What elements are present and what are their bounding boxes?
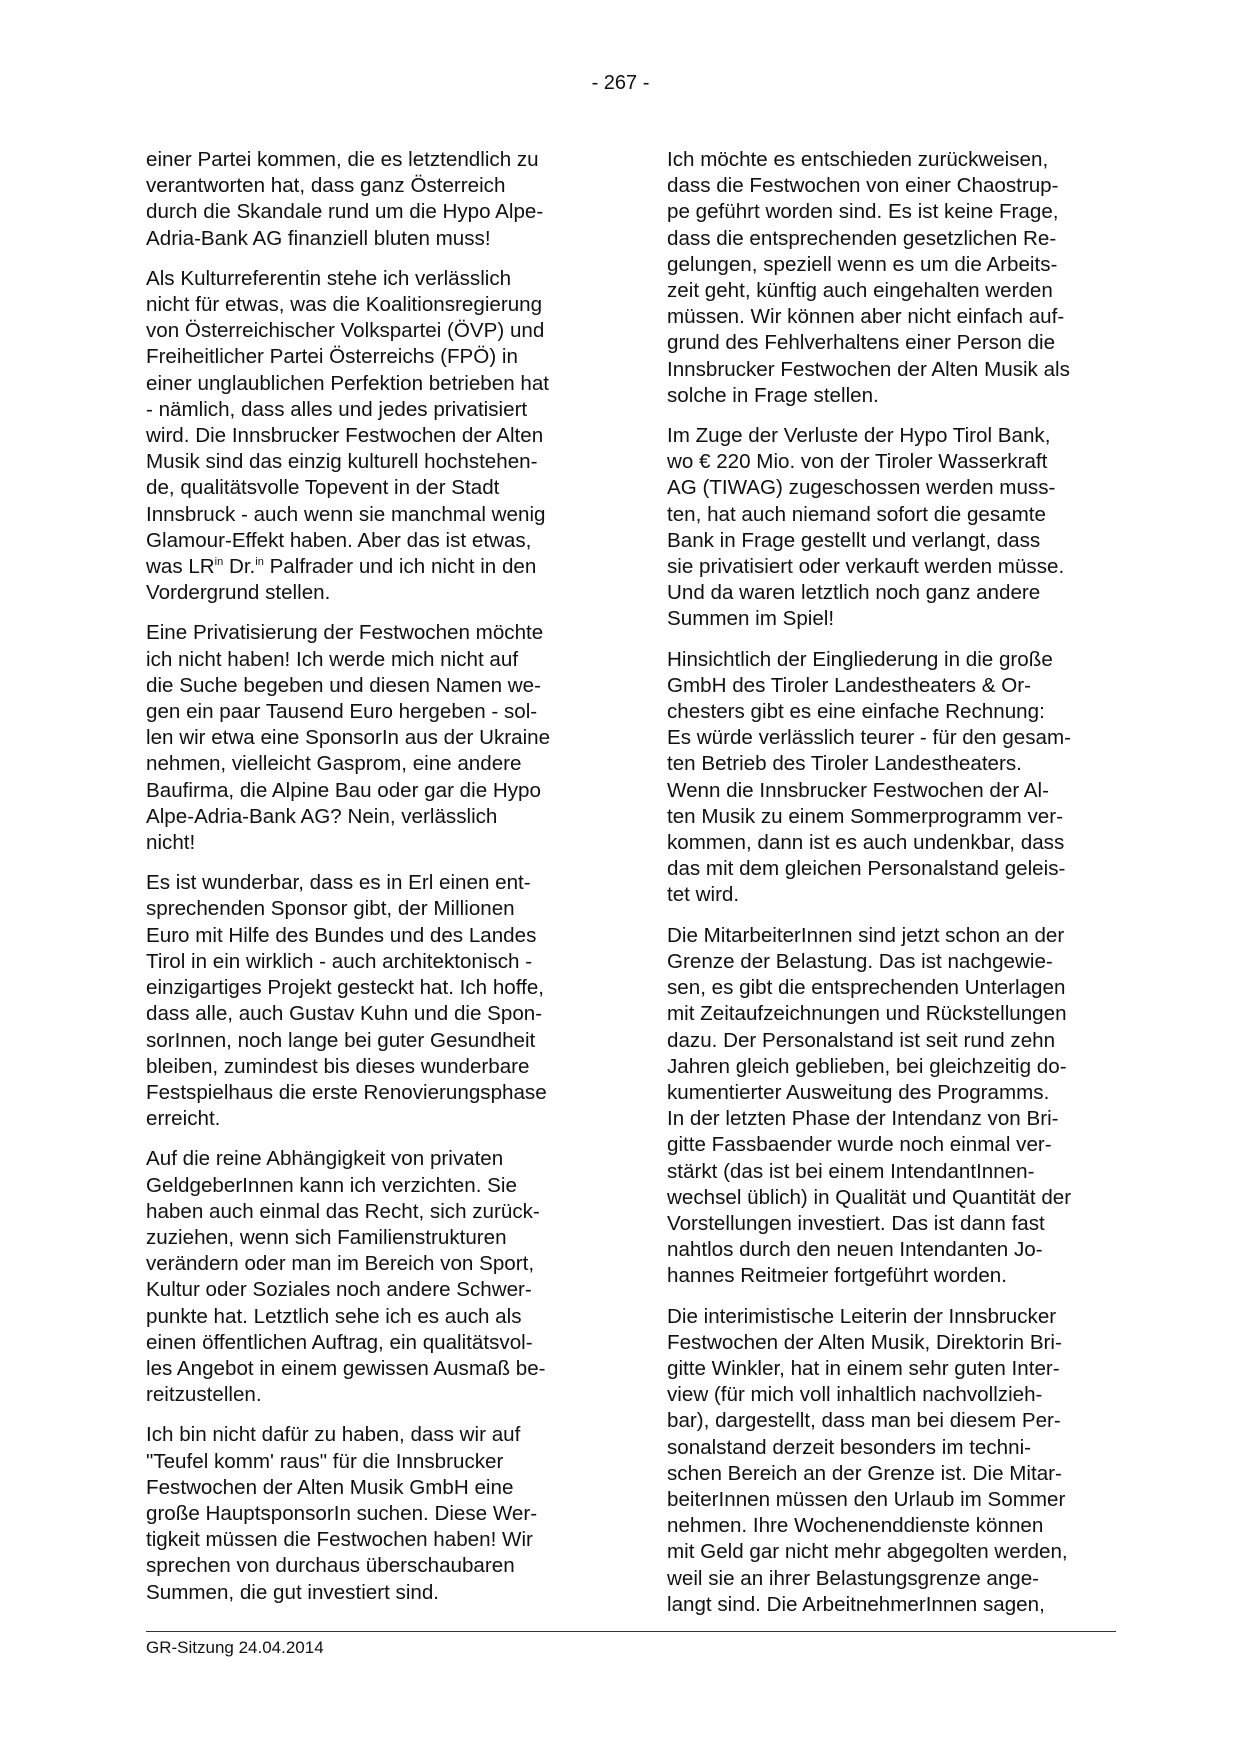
text-line: Baufirma, die Alpine Bau oder gar die Hypo: [146, 778, 541, 802]
text-line: erreicht.: [146, 1107, 221, 1131]
text-line: Und da waren letztlich noch ganz andere: [667, 581, 1041, 605]
text-fragment: was LR: [146, 555, 215, 579]
text-line: Als Kulturreferentin stehe ich verlässlich: [146, 266, 512, 290]
text-line: gitte Winkler, hat in einem sehr guten Inter-: [667, 1356, 1060, 1380]
text-line: [146, 554, 594, 580]
text-line: Festwochen der Alten Musik GmbH eine: [146, 1475, 514, 1499]
text-line: kumentierter Ausweitung des Programms.: [667, 1080, 1050, 1104]
text-line: tigkeit müssen die Festwochen haben! Wir: [146, 1528, 533, 1552]
text-line: zeit geht, künftig auch eingehalten werden: [667, 279, 1053, 303]
paragraph: [146, 1422, 594, 1605]
text-line: sprechenden Sponsor gibt, der Millionen: [146, 897, 515, 921]
text-line: Summen im Spiel!: [667, 607, 835, 631]
text-line: Kultur oder Soziales noch andere Schwer-: [146, 1278, 532, 1302]
text-line: reitzustellen.: [146, 1383, 262, 1407]
text-line: tet wird.: [667, 883, 740, 907]
text-line: dass die entsprechenden gesetzlichen Re-: [667, 226, 1057, 250]
paragraph: [146, 620, 594, 856]
text-line: - nämlich, dass alles und jedes privatisiert: [146, 397, 528, 421]
text-line: wird. Die Innsbrucker Festwochen der Alten: [146, 424, 544, 448]
text-line: stärkt (das ist bei einem IntendantInnen-: [667, 1159, 1035, 1183]
text-line: mit Zeitaufzeichnungen und Rückstellungen: [667, 1002, 1067, 1026]
text-line: Die MitarbeiterInnen sind jetzt schon an der: [667, 923, 1065, 947]
left-column: [146, 147, 594, 1620]
text-line: sorInnen, noch lange bei guter Gesundheit: [146, 1028, 536, 1052]
text-line: Es ist wunderbar, dass es in Erl einen ent-: [146, 871, 531, 895]
text-line: beiterInnen müssen den Urlaub im Sommer: [667, 1487, 1066, 1511]
text-line: Euro mit Hilfe des Bundes und des Landes: [146, 923, 537, 947]
text-line: nicht!: [146, 831, 196, 855]
text-line: langt sind. Die ArbeitnehmerInnen sagen,: [667, 1592, 1045, 1616]
text-line: nahtlos durch den neuen Intendanten Jo-: [667, 1238, 1043, 1262]
text-line: ich nicht haben! Ich werde mich nicht auf: [146, 647, 519, 671]
footer-text: GR-Sitzung 24.04.2014: [146, 1638, 324, 1657]
text-line: sie privatisiert oder verkauft werden müsse.: [667, 555, 1065, 579]
text-line: Grenze der Belastung. Das ist nachgewie-: [667, 949, 1053, 973]
text-line: nicht für etwas, was die Koalitionsregierung: [146, 293, 543, 317]
text-line: haben auch einmal das Recht, sich zurück-: [146, 1199, 540, 1223]
paragraph: [146, 1146, 594, 1408]
superscript: in: [214, 556, 224, 569]
text-line: Musik sind das einzig kulturell hochstehen-: [146, 450, 538, 474]
text-line: Summen, die gut investiert sind.: [146, 1580, 440, 1604]
text-line: nehmen, vielleicht Gasprom, eine andere: [146, 752, 522, 776]
text-line: das mit dem gleichen Personalstand geleis-: [667, 857, 1066, 881]
text-line: Vorstellungen investiert. Das ist dann fast: [667, 1211, 1045, 1235]
text-line: hannes Reitmeier fortgeführt worden.: [667, 1264, 1007, 1288]
paragraph: [146, 266, 594, 607]
text-line: kommen, dann ist es auch undenkbar, dass: [667, 831, 1065, 855]
text-line: große HauptsponsorIn suchen. Diese Wer-: [146, 1501, 538, 1525]
text-line: len wir etwa eine SponsorIn aus der Ukraine: [146, 726, 551, 750]
text-fragment: Palfrader und ich nicht in den: [263, 555, 537, 579]
text-line: Eine Privatisierung der Festwochen möchte: [146, 621, 544, 645]
text-line: Wenn die Innsbrucker Festwochen der Al-: [667, 778, 1049, 802]
text-line: Bank in Frage gestellt und verlangt, dass: [667, 528, 1041, 552]
text-line: bar), dargestellt, dass man bei diesem Per-: [667, 1409, 1061, 1433]
text-line: die Suche begeben und diesen Namen we-: [146, 673, 541, 697]
text-line: punkte hat. Letztlich sehe ich es auch als: [146, 1304, 522, 1328]
paragraph: [667, 647, 1115, 909]
text-line: gen ein paar Tausend Euro hergeben - sol-: [146, 700, 538, 724]
text-line: Es würde verlässlich teurer - für den gesam-: [667, 726, 1072, 750]
text-line: Im Zuge der Verluste der Hypo Tirol Bank,: [667, 424, 1051, 448]
text-line: wechsel üblich) in Qualität und Quantität der: [667, 1185, 1072, 1209]
text-line: mit Geld gar nicht mehr abgegolten werden,: [667, 1540, 1068, 1564]
text-line: grund des Fehlverhaltens einer Person die: [667, 331, 1056, 355]
paragraph: [146, 147, 594, 252]
paragraph: [667, 923, 1115, 1290]
text-line: Ich möchte es entschieden zurückweisen,: [667, 148, 1049, 171]
text-line: Ich bin nicht dafür zu haben, dass wir auf: [146, 1423, 521, 1447]
text-line: AG (TIWAG) zugeschossen werden muss-: [667, 476, 1056, 500]
footer-rule: [146, 1631, 1116, 1632]
text-line: müssen. Wir können aber nicht einfach auf-: [667, 305, 1065, 329]
text-line: Festwochen der Alten Musik, Direktorin Bri-: [667, 1330, 1062, 1354]
text-line: Die interimistische Leiterin der Innsbrucker: [667, 1304, 1057, 1328]
text-line: wo € 220 Mio. von der Tiroler Wasserkraft: [667, 450, 1048, 474]
text-line: Vordergrund stellen.: [146, 581, 331, 605]
text-line: In der letzten Phase der Intendanz von Bri-: [667, 1107, 1059, 1131]
text-line: Festspielhaus die erste Renovierungsphase: [146, 1080, 547, 1104]
text-line: les Angebot in einem gewissen Ausmaß be-: [146, 1356, 546, 1380]
text-line: einen öffentlichen Auftrag, ein qualitätsvol-: [146, 1330, 533, 1354]
text-line: sprechen von durchaus überschaubaren: [146, 1554, 515, 1578]
text-line: verantworten hat, dass ganz Österreich: [146, 174, 506, 198]
text-line: solche in Frage stellen.: [667, 383, 879, 407]
text-line: GmbH des Tiroler Landestheaters & Or-: [667, 673, 1031, 697]
text-line: chesters gibt es eine einfache Rechnung:: [667, 700, 1045, 724]
text-line: GeldgeberInnen kann ich verzichten. Sie: [146, 1173, 517, 1197]
paragraph: [667, 147, 1115, 409]
text-line: Freiheitlicher Partei Österreichs (FPÖ) in: [146, 345, 518, 369]
text-line: einer unglaublichen Perfektion betrieben hat: [146, 371, 550, 395]
text-line: Innsbruck - auch wenn sie manchmal wenig: [146, 502, 546, 526]
text-line: ten, hat auch niemand sofort die gesamte: [667, 502, 1046, 526]
text-line: pe geführt worden sind. Es ist keine Frage,: [667, 200, 1059, 224]
text-line: Adria-Bank AG finanziell bluten muss!: [146, 226, 491, 250]
text-fragment: Dr.: [223, 555, 256, 579]
text-line: durch die Skandale rund um die Hypo Alpe-: [146, 200, 544, 224]
paragraph: [146, 870, 594, 1132]
text-line: ten Betrieb des Tiroler Landestheaters.: [667, 752, 1022, 776]
text-line: Alpe-Adria-Bank AG? Nein, verlässlich: [146, 804, 498, 828]
text-line: Hinsichtlich der Eingliederung in die große: [667, 647, 1053, 671]
superscript: in: [255, 556, 264, 569]
text-line: dass alle, auch Gustav Kuhn und die Spon-: [146, 1002, 543, 1026]
text-line: bleiben, zumindest bis dieses wunderbare: [146, 1054, 530, 1078]
text-line: Innsbrucker Festwochen der Alten Musik als: [667, 357, 1070, 381]
page-number: - 267 -: [591, 72, 650, 94]
text-line: nehmen. Ihre Wochenenddienste können: [667, 1514, 1044, 1538]
text-line: sonalstand derzeit besonders im techni-: [667, 1435, 1032, 1459]
text-line: weil sie an ihrer Belastungsgrenze ange-: [667, 1566, 1040, 1590]
text-line: dass die Festwochen von einer Chaostrup-: [667, 174, 1059, 198]
text-line: verändern oder man im Bereich von Sport,: [146, 1252, 535, 1276]
text-line: ten Musik zu einem Sommerprogramm ver-: [667, 804, 1063, 828]
text-line: "Teufel komm' raus" für die Innsbrucker: [146, 1449, 504, 1473]
text-line: Tirol in ein wirklich - auch architektonisch -: [146, 949, 533, 973]
text-line: gelungen, speziell wenn es um die Arbeits-: [667, 252, 1058, 276]
text-line: sen, es gibt die entsprechenden Unterlagen: [667, 976, 1066, 1000]
right-column: [667, 147, 1115, 1632]
text-line: view (für mich voll inhaltlich nachvollzieh-: [667, 1383, 1043, 1407]
paragraph: [667, 423, 1115, 633]
text-line: dazu. Der Personalstand ist seit rund zehn: [667, 1028, 1056, 1052]
text-line: zuziehen, wenn sich Familienstrukturen: [146, 1225, 507, 1249]
text-line: Auf die reine Abhängigkeit von privaten: [146, 1147, 504, 1171]
text-line: einer Partei kommen, die es letztendlich zu: [146, 148, 539, 171]
text-line: von Österreichischer Volkspartei (ÖVP) und: [146, 319, 545, 343]
text-line: Jahren gleich geblieben, bei gleichzeitig do-: [667, 1054, 1067, 1078]
text-line: schen Bereich an der Grenze ist. Die Mitar-: [667, 1461, 1062, 1485]
text-line: Glamour-Effekt haben. Aber das ist etwas,: [146, 528, 532, 552]
text-line: gitte Fassbaender wurde noch einmal ver-: [667, 1133, 1052, 1157]
text-line: de, qualitätsvolle Topevent in der Stadt: [146, 476, 500, 500]
paragraph: [667, 1304, 1115, 1618]
text-line: einzigartiges Projekt gesteckt hat. Ich hoffe,: [146, 976, 544, 1000]
